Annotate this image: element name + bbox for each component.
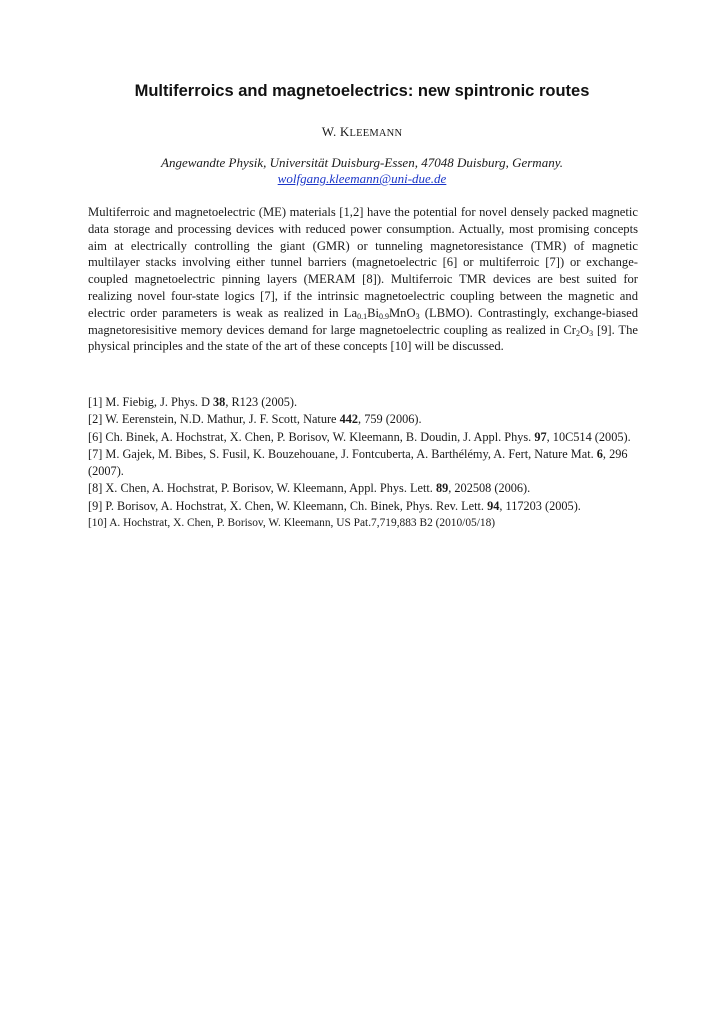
- reference-item: [88, 429, 643, 446]
- reference-volume: 97: [534, 429, 547, 444]
- email-link[interactable]: wolfgang.kleemann@uni-due.de: [277, 171, 447, 186]
- reference-item: [88, 394, 643, 411]
- reference-item: [88, 480, 643, 497]
- abstract-sub-4: 2: [575, 328, 580, 338]
- abstract-text-6: [9]. The physical principles and the state of the art of these concepts [10] will be discussed.: [88, 322, 639, 354]
- affiliation: Angewandte Physik, Universität Duisburg-Essen, 47048 Duisburg, Germany.: [161, 155, 563, 170]
- author-surname-cap: K: [339, 124, 350, 139]
- author-surname-rest: LEEMANN: [349, 128, 403, 139]
- reference-text: [8] X. Chen, A. Hochstrat, P. Borisov, W. Kleemann, Appl. Phys. Lett.: [88, 481, 436, 496]
- abstract-sub-3: 3: [415, 311, 420, 321]
- reference-volume: 38: [213, 395, 226, 409]
- reference-text: [9] P. Borisov, A. Hochstrat, X. Chen, W. Kleemann, Ch. Binek, Phys. Rev. Lett.: [88, 498, 488, 513]
- reference-list: [88, 394, 643, 532]
- reference-text: [2] W. Eerenstein, N.D. Mathur, J. F. Scott, Nature: [88, 412, 340, 427]
- paper-title: Multiferroics and magnetoelectrics: new spintronic routes: [134, 82, 590, 100]
- author-initial: W.: [321, 124, 337, 139]
- reference-item: [88, 446, 643, 481]
- reference-volume: 6: [596, 446, 603, 461]
- abstract-sub-5: 3: [589, 328, 594, 338]
- abstract: [88, 204, 638, 355]
- reference-tail: , 202508 (2006).: [448, 481, 531, 496]
- reference-item: [88, 498, 643, 515]
- abstract-sub-2: 0.9: [378, 311, 389, 321]
- author-surname: [340, 124, 402, 139]
- reference-volume: 442: [339, 412, 359, 427]
- abstract-text-3: MnO: [388, 305, 416, 320]
- reference-tail: , 759 (2006).: [358, 412, 422, 427]
- reference-tail: , 117203 (2005).: [499, 498, 581, 513]
- reference-tail: , R123 (2005).: [225, 395, 298, 409]
- reference-tail: , 10C514 (2005).: [546, 429, 631, 444]
- abstract-text-4: (LBMO). Contrastingly, exchange-biased magnetoresisitive memory devices demand for large magnetoelectric coupling as realized in Cr: [88, 305, 638, 337]
- reference-item: [88, 515, 643, 532]
- abstract-sub-1: 0.1: [357, 311, 368, 321]
- abstract-text-1: Multiferroic and magnetoelectric (ME) materials [1,2] have the potential for novel densely packed magnetic data storage and processing devices with reduced power consumption. Actually, most promising concepts aim at electrically controlling the giant (GMR) or tunneling magnetoresistance (TMR) of magnetic multilayer stacks involving either tunnel barriers (magnetoelectric [6] or multiferroic [7]) or exchange-coupled magnetoelectric pinning layers (MERAM [8]). Multiferroic TMR devices are best suited for realizing novel four-state logics [7], if the intrinsic magnetoelectric coupling between the magnetic and electric order parameters is weak as realized in La: [88, 205, 638, 320]
- reference-text: [6] Ch. Binek, A. Hochstrat, X. Chen, P. Borisov, W. Kleemann, B. Doudin, J. Appl. Phys.: [88, 429, 535, 444]
- author-line: [0, 124, 724, 140]
- abstract-text-5: O: [579, 322, 590, 337]
- reference-item: [88, 411, 643, 428]
- reference-tail: , 296 (2007).: [88, 446, 628, 479]
- reference-volume: 94: [487, 498, 500, 513]
- reference-text: [7] M. Gajek, M. Bibes, S. Fusil, K. Bouzehouane, J. Fontcuberta, A. Barthélémy, A. Fert, Nature Mat.: [88, 446, 597, 461]
- reference-volume: 89: [435, 481, 449, 496]
- abstract-text-2: Bi: [367, 305, 379, 320]
- reference-text: [10] A. Hochstrat, X. Chen, P. Borisov, W. Kleemann, US Pat.7,719,883 B2 (2010/05/18): [88, 517, 496, 530]
- reference-text: [1] M. Fiebig, J. Phys. D: [88, 395, 214, 409]
- affiliation-block: [0, 155, 724, 187]
